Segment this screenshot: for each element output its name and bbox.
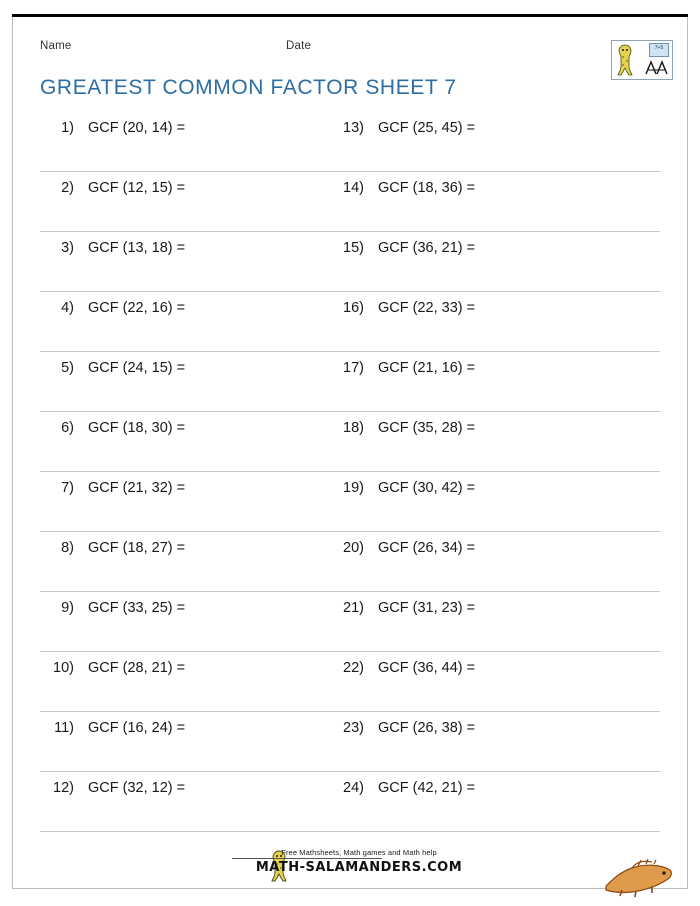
question-6	[44, 420, 185, 442]
page-title: GREATEST COMMON FACTOR SHEET 7	[40, 76, 457, 99]
question-number: 17)	[343, 360, 364, 376]
question-15	[334, 240, 475, 262]
question-4	[44, 300, 185, 322]
question-row	[40, 112, 660, 172]
question-row	[40, 532, 660, 592]
question-number: 15)	[343, 240, 364, 256]
question-text: GCF (21, 32) =	[88, 480, 186, 496]
logo-math-badge: 7+5	[649, 43, 669, 57]
question-23	[334, 720, 475, 742]
question-text: GCF (12, 15) =	[88, 180, 186, 196]
question-text: GCF (33, 25) =	[88, 600, 186, 616]
question-text: GCF (21, 16) =	[378, 360, 476, 376]
question-row	[40, 292, 660, 352]
question-row	[40, 772, 660, 832]
question-row	[40, 652, 660, 712]
question-number: 6)	[61, 420, 74, 436]
question-row	[40, 232, 660, 292]
question-text: GCF (24, 15) =	[88, 360, 186, 376]
question-row	[40, 352, 660, 412]
question-text: GCF (22, 33) =	[378, 300, 476, 316]
footer-text-block	[200, 848, 500, 875]
question-21	[334, 600, 475, 622]
question-12	[44, 780, 185, 802]
question-number: 3)	[61, 240, 74, 256]
question-5	[44, 360, 185, 382]
question-14	[334, 180, 475, 202]
question-2	[44, 180, 185, 202]
question-row	[40, 412, 660, 472]
question-number: 21)	[343, 600, 364, 616]
question-text: GCF (16, 24) =	[88, 720, 186, 736]
header-row	[40, 40, 640, 60]
question-text: GCF (35, 28) =	[378, 420, 476, 436]
question-text: GCF (26, 38) =	[378, 720, 476, 736]
question-10	[44, 660, 185, 682]
question-number: 4)	[61, 300, 74, 316]
question-text: GCF (18, 36) =	[378, 180, 476, 196]
question-row	[40, 472, 660, 532]
question-number: 19)	[343, 480, 364, 496]
question-number: 8)	[61, 540, 74, 556]
question-text: GCF (25, 45) =	[378, 120, 476, 136]
question-number: 2)	[61, 180, 74, 196]
question-13	[334, 120, 475, 142]
question-number: 10)	[53, 660, 74, 676]
question-number: 1)	[61, 120, 74, 136]
footer-tagline: Free Mathsheets, Math games and Math help	[281, 848, 437, 857]
question-number: 9)	[61, 600, 74, 616]
question-number: 7)	[61, 480, 74, 496]
questions-grid	[40, 112, 660, 832]
question-text: GCF (32, 12) =	[88, 780, 186, 796]
question-text: GCF (28, 21) =	[88, 660, 186, 676]
question-row	[40, 172, 660, 232]
math-salamanders-logo	[611, 40, 673, 80]
question-11	[44, 720, 185, 742]
question-8	[44, 540, 185, 562]
math-mark-icon	[644, 59, 670, 75]
question-9	[44, 600, 185, 622]
question-number: 18)	[343, 420, 364, 436]
name-label: Name	[40, 40, 72, 52]
question-17	[334, 360, 475, 382]
question-number: 23)	[343, 720, 364, 736]
question-number: 13)	[343, 120, 364, 136]
question-text: GCF (36, 44) =	[378, 660, 476, 676]
question-text: GCF (36, 21) =	[378, 240, 476, 256]
question-text: GCF (20, 14) =	[88, 120, 186, 136]
question-24	[334, 780, 475, 802]
question-3	[44, 240, 185, 262]
question-number: 20)	[343, 540, 364, 556]
question-number: 11)	[54, 720, 74, 736]
question-22	[334, 660, 475, 682]
question-16	[334, 300, 475, 322]
question-text: GCF (18, 27) =	[88, 540, 186, 556]
question-row	[40, 592, 660, 652]
question-text: GCF (13, 18) =	[88, 240, 186, 256]
question-number: 14)	[343, 180, 364, 196]
lizard-icon	[602, 846, 674, 898]
question-1	[44, 120, 185, 142]
question-text: GCF (26, 34) =	[378, 540, 476, 556]
question-row	[40, 712, 660, 772]
logo-wordmark	[644, 59, 670, 77]
question-text: GCF (18, 30) =	[88, 420, 186, 436]
question-number: 12)	[53, 780, 74, 796]
question-7	[44, 480, 185, 502]
question-19	[334, 480, 475, 502]
question-18	[334, 420, 475, 442]
page-footer	[0, 846, 700, 906]
question-number: 22)	[343, 660, 364, 676]
question-text: GCF (22, 16) =	[88, 300, 186, 316]
question-number: 5)	[61, 360, 74, 376]
footer-website[interactable]: MATH-SALAMANDERS.COM	[255, 860, 463, 875]
question-number: 16)	[343, 300, 364, 316]
question-20	[334, 540, 475, 562]
question-text: GCF (31, 23) =	[378, 600, 476, 616]
question-text: GCF (42, 21) =	[378, 780, 476, 796]
date-label: Date	[286, 40, 312, 52]
question-text: GCF (30, 42) =	[378, 480, 476, 496]
question-number: 24)	[343, 780, 364, 796]
salamander-icon	[615, 44, 635, 78]
footer-rule	[232, 858, 382, 859]
